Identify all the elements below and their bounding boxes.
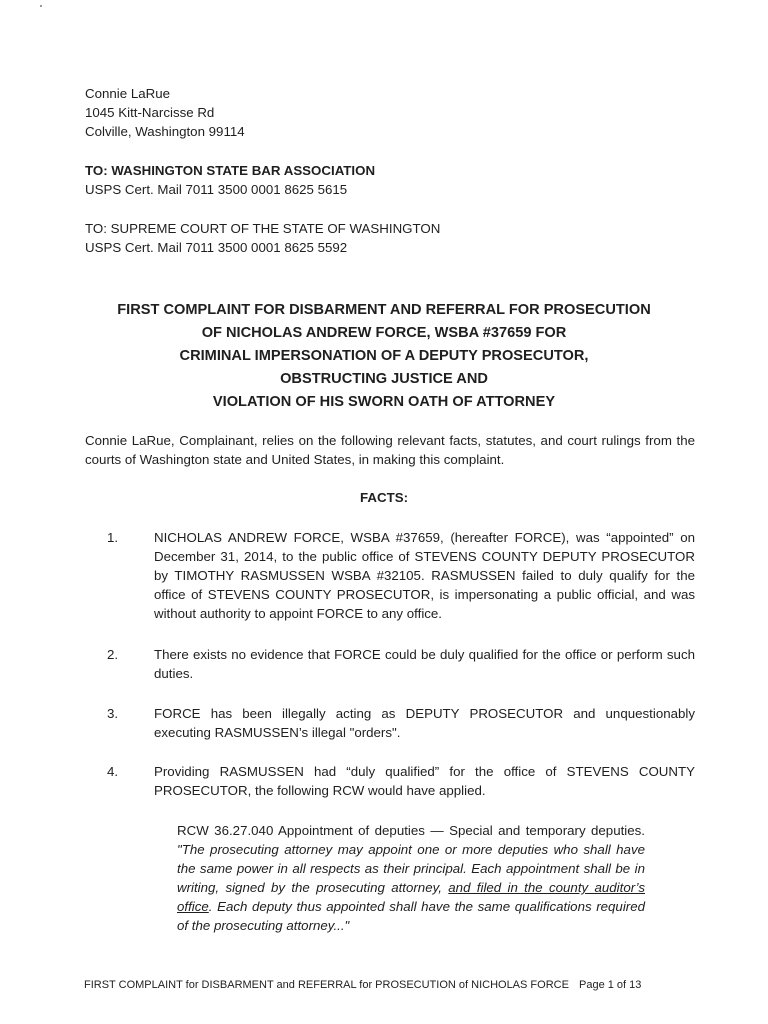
recipient-1-mail: USPS Cert. Mail 7011 3500 0001 8625 5615 [85,182,348,197]
rcw-quote [177,821,645,935]
fact-text: There exists no evidence that FORCE could be duly qualified for the office or perform such duties. [154,647,695,681]
facts-heading: FACTS: [359,490,408,505]
quote-italic-2: . Each deputy thus appointed shall have the same qualifications required of the prosecuting attorney..." [177,899,645,933]
recipient-bar-association [85,161,375,199]
page-footer [84,976,642,995]
fact-item [85,645,695,683]
footer-title: FIRST COMPLAINT for DISBARMENT and REFERRAL for PROSECUTION of NICHOLAS FORCE [84,979,569,991]
fact-item [85,762,695,800]
title-line-1: FIRST COMPLAINT FOR DISBARMENT AND REFERRAL FOR PROSECUTION [117,302,651,318]
sender-name: Connie LaRue [85,86,171,101]
fact-number: 1. [107,530,119,545]
title-line-5: VIOLATION OF HIS SWORN OATH OF ATTORNEY [212,394,556,410]
fact-number: 3. [107,706,119,721]
title-line-4: OBSTRUCTING JUSTICE AND [280,371,488,387]
fact-text: Providing RASMUSSEN had “duly qualified” for the office of STEVENS COUNTY PROSECUTOR, the following RCW would have applied. [154,764,695,798]
quote-underlined: and filed in the county auditor’s office [177,880,646,914]
sender-city: Colville, Washington 99114 [85,124,245,139]
fact-item [85,704,695,742]
fact-text: NICHOLAS ANDREW FORCE, WSBA #37659, (hereafter FORCE), was “appointed” on December 31, 2014, to the public office of STEVENS COUNTY DEPUTY PROSECUTOR by TIMOTHY RASMUSSEN WSBA #32105. RASMUSSEN failed to duly qualify for the office of STEVENS COUNTY PROSECUTOR, is impersonating a public official, and was without authority to appoint FORCE to any office. [154,530,695,621]
complaint-title [0,299,768,414]
recipient-2-to: TO: SUPREME COURT OF THE STATE OF WASHINGTON [85,221,441,236]
intro-paragraph: Connie LaRue, Complainant, relies on the following relevant facts, statutes, and court rulings from the courts of Washington state and United States, in making this complaint. [85,433,695,467]
quote-lead: RCW 36.27.040 Appointment of deputies — Special and temporary deputies. [177,823,645,838]
recipient-supreme-court [85,219,440,257]
fact-number: 2. [107,647,119,662]
quote-italic-1: "The prosecuting attorney may appoint one or more deputies who shall have the same power in all respects as their principal. Each appointment shall be in writing, signed by the prosecuting attorney, [177,842,645,895]
sender-address [85,84,245,141]
fact-text: FORCE has been illegally acting as DEPUTY PROSECUTOR and unquestionably executing RASMUSSEN’s illegal "orders". [154,706,695,740]
page-number: Page 1 of 13 [579,979,642,991]
sender-street: 1045 Kitt-Narcisse Rd [85,105,215,120]
scan-speck [40,5,42,7]
fact-item [85,528,695,623]
fact-number: 4. [107,764,119,779]
title-line-2: OF NICHOLAS ANDREW FORCE, WSBA #37659 FOR [201,325,567,341]
title-line-3: CRIMINAL IMPERSONATION OF A DEPUTY PROSECUTOR, [179,348,589,364]
recipient-2-mail: USPS Cert. Mail 7011 3500 0001 8625 5592 [85,240,348,255]
recipient-1-to: TO: WASHINGTON STATE BAR ASSOCIATION [85,163,376,178]
